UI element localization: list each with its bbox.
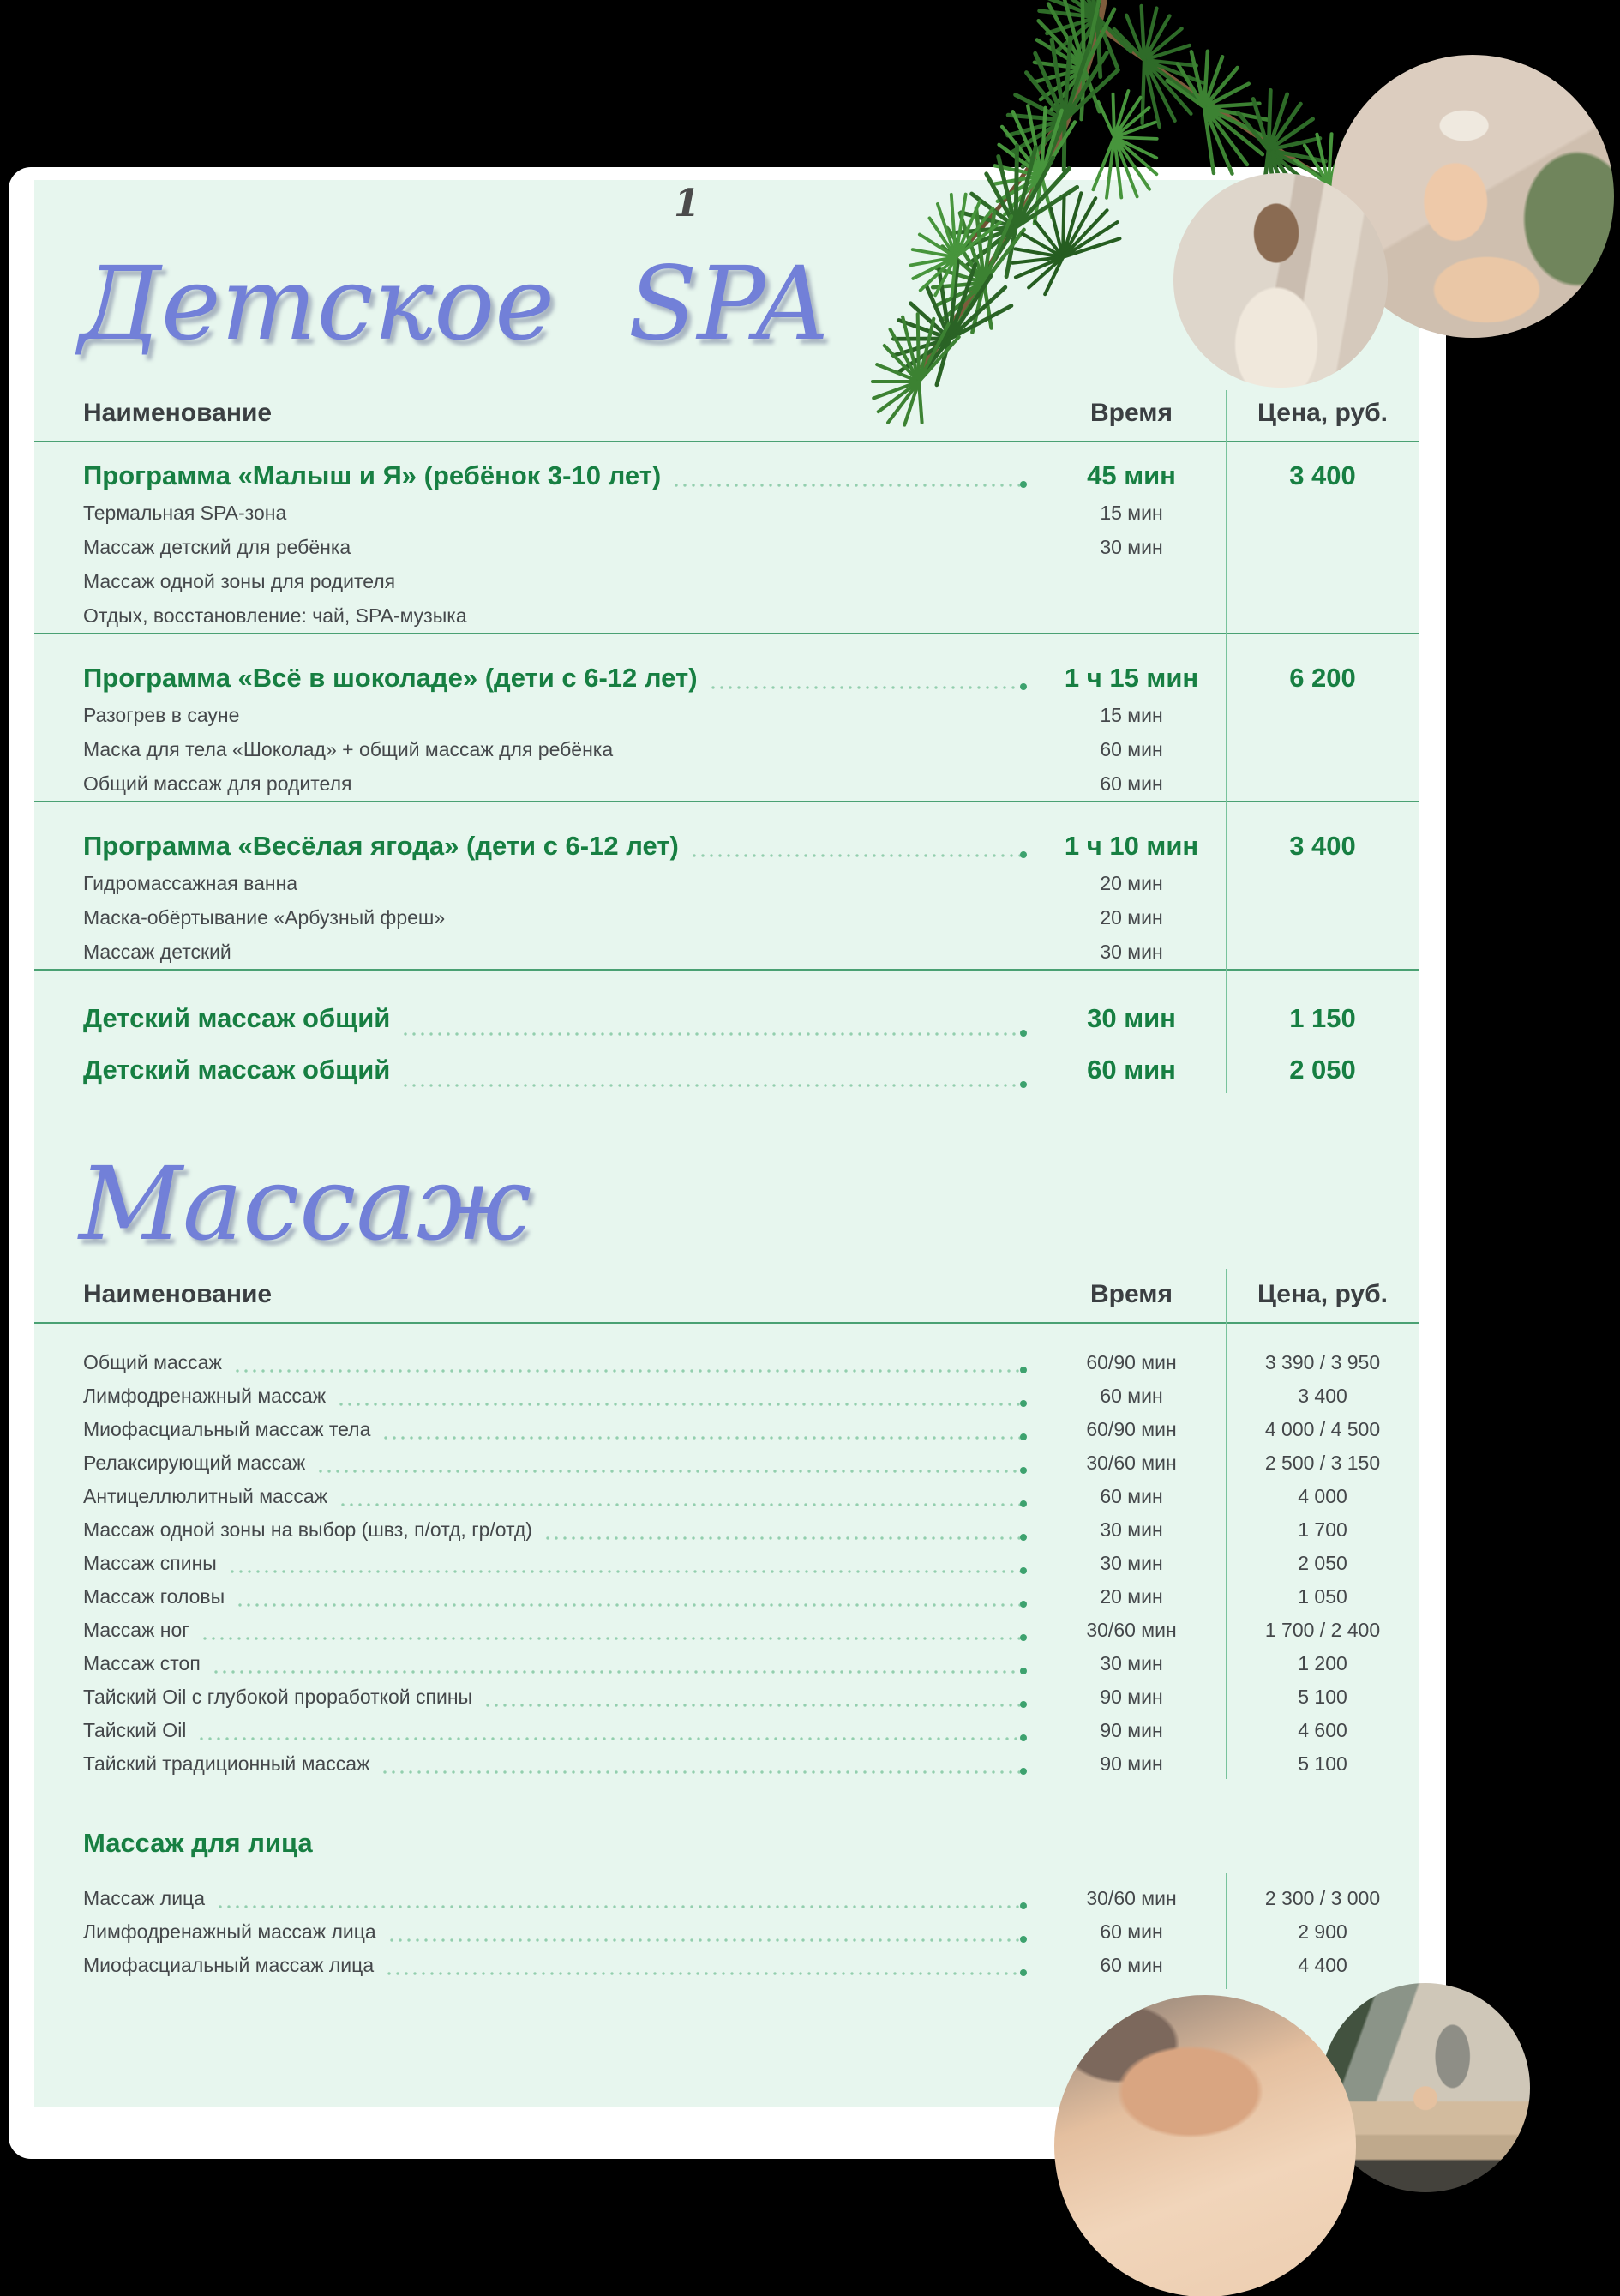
dotted-leader — [219, 1905, 1025, 1908]
dotted-leader — [203, 1637, 1025, 1640]
program-item-row — [34, 866, 1419, 900]
price-row — [34, 1513, 1419, 1547]
price-row — [34, 1580, 1419, 1614]
dotted-leader — [387, 1972, 1025, 1975]
column-header-time: Время — [1090, 1280, 1173, 1308]
item-name: Маска для тела «Шоколад» + общий массаж для ребёнка — [83, 738, 614, 760]
item-name: Термальная SPA-зона — [83, 502, 287, 524]
program-items — [34, 496, 1419, 633]
service-name: Лимфодренажный массаж — [83, 1385, 327, 1407]
featured-rows — [34, 981, 1419, 1096]
featured-price-row — [34, 993, 1419, 1044]
item-name: Отдых, восстановление: чай, SPA-музыка — [83, 604, 467, 627]
price-row — [34, 1647, 1419, 1680]
service-name: Массаж ног — [83, 1619, 189, 1641]
dotted-leader — [319, 1470, 1025, 1473]
price-row — [34, 1714, 1419, 1747]
service-name: Массаж одной зоны на выбор (швз, п/отд, гр/отд) — [83, 1518, 532, 1541]
item-time: 30 мин — [1100, 536, 1163, 558]
price-row — [34, 1882, 1419, 1915]
service-price: 1 700 / 2 400 — [1264, 1619, 1381, 1641]
dotted-leader — [339, 1403, 1025, 1406]
price-row — [34, 1680, 1419, 1714]
service-price: 3 390 / 3 950 — [1264, 1351, 1381, 1373]
dotted-leader — [384, 1436, 1025, 1440]
price-row — [34, 1413, 1419, 1446]
service-time: 60 мин — [1100, 1485, 1163, 1507]
item-name: Маска-обёртывание «Арбузный фреш» — [83, 906, 446, 929]
program-item-row — [34, 766, 1419, 801]
programs-list — [34, 442, 1419, 981]
program-item-row — [34, 530, 1419, 564]
service-name: Массаж спины — [83, 1552, 217, 1574]
service-time: 30/60 мин — [1086, 1887, 1177, 1909]
service-price: 5 100 — [1298, 1686, 1347, 1708]
dotted-leader — [486, 1704, 1025, 1707]
service-price: 4 600 — [1298, 1719, 1347, 1741]
dotted-leader — [238, 1603, 1025, 1607]
kids-spa-title: Детское SPA — [79, 244, 830, 363]
item-time: 60 мин — [1100, 738, 1163, 760]
item-time: 15 мин — [1100, 704, 1163, 726]
price-row — [34, 1949, 1419, 1982]
page-number: 1 — [674, 182, 700, 225]
item-name: Гидромассажная ванна — [83, 872, 298, 894]
program-item-row — [34, 732, 1419, 766]
program-price: 3 400 — [1289, 460, 1356, 490]
service-price: 5 100 — [1298, 1752, 1347, 1775]
dotted-leader — [236, 1369, 1025, 1373]
service-name: Детский массаж общий — [83, 1003, 391, 1033]
service-time: 30 мин — [1100, 1518, 1163, 1541]
service-time: 30/60 мин — [1086, 1619, 1177, 1641]
column-header-price: Цена, руб. — [1257, 1280, 1388, 1308]
column-divider-line — [1226, 1873, 1227, 1989]
service-name: Массаж головы — [83, 1585, 225, 1608]
program-items — [34, 866, 1419, 969]
dotted-leader — [404, 1084, 1025, 1087]
program-title: Программа «Всё в шоколаде» (дети с 6-12 лет) — [83, 663, 698, 693]
service-price: 3 400 — [1298, 1385, 1347, 1407]
program-divider-line — [34, 801, 1419, 802]
program-price: 3 400 — [1289, 831, 1356, 861]
column-header-name: Наименование — [83, 1280, 273, 1308]
service-time: 30 мин — [1100, 1552, 1163, 1574]
dotted-leader — [693, 854, 1025, 857]
service-name: Тайский традиционный массаж — [83, 1752, 370, 1775]
service-price: 1 150 — [1289, 1003, 1356, 1033]
service-time: 30/60 мин — [1086, 1452, 1177, 1474]
price-row — [34, 1547, 1419, 1580]
service-price: 2 500 / 3 150 — [1264, 1452, 1381, 1474]
price-row — [34, 1446, 1419, 1480]
service-time: 60/90 мин — [1086, 1351, 1177, 1373]
dotted-leader — [200, 1737, 1025, 1740]
service-time: 30 мин — [1100, 1652, 1163, 1674]
column-header-price: Цена, руб. — [1257, 399, 1388, 427]
service-name: Миофасциальный массаж лица — [83, 1954, 375, 1976]
dotted-leader — [383, 1770, 1025, 1774]
dotted-leader — [404, 1032, 1025, 1036]
price-row — [34, 1480, 1419, 1513]
item-time: 30 мин — [1100, 941, 1163, 963]
dotted-leader — [711, 686, 1025, 689]
program-items — [34, 698, 1419, 801]
program-title: Программа «Весёлая ягода» (дети с 6-12 лет) — [83, 831, 679, 861]
service-name: Массаж стоп — [83, 1652, 201, 1674]
service-price: 2 900 — [1298, 1920, 1347, 1943]
item-time: 60 мин — [1100, 772, 1163, 795]
hands-back-massage-photo — [1054, 1995, 1356, 2296]
price-row — [34, 1379, 1419, 1413]
program-item-row — [34, 564, 1419, 598]
service-price: 1 200 — [1298, 1652, 1347, 1674]
price-row — [34, 1346, 1419, 1379]
item-name: Массаж детский — [83, 941, 231, 963]
massage-rows — [34, 1324, 1419, 1781]
featured-price-row — [34, 1044, 1419, 1096]
column-header-name: Наименование — [83, 399, 273, 427]
service-name: Детский массаж общий — [83, 1055, 391, 1085]
service-time: 90 мин — [1100, 1719, 1163, 1741]
service-time: 60/90 мин — [1086, 1418, 1177, 1440]
price-row — [34, 1747, 1419, 1781]
program-divider-line — [34, 633, 1419, 634]
column-divider-line — [1226, 1269, 1227, 1779]
service-price: 1 700 — [1298, 1518, 1347, 1541]
program-time: 1 ч 10 мин — [1064, 831, 1199, 861]
service-time: 20 мин — [1100, 1585, 1163, 1608]
price-row — [34, 1915, 1419, 1949]
facial-subsection-title: Массаж для лица — [83, 1828, 313, 1858]
program-item-row — [34, 598, 1419, 633]
service-price: 1 050 — [1298, 1585, 1347, 1608]
program-item-row — [34, 698, 1419, 732]
dotted-leader — [390, 1938, 1025, 1942]
service-price: 2 300 / 3 000 — [1264, 1887, 1381, 1909]
dotted-leader — [214, 1670, 1025, 1674]
service-price: 2 050 — [1289, 1055, 1356, 1085]
service-time: 60 мин — [1087, 1055, 1176, 1085]
service-time: 60 мин — [1100, 1920, 1163, 1943]
price-row — [34, 1614, 1419, 1647]
program-time: 45 мин — [1087, 460, 1176, 490]
program-divider-line — [34, 969, 1419, 971]
program-block — [34, 813, 1419, 981]
service-price: 4 000 / 4 500 — [1264, 1418, 1381, 1440]
service-name: Миофасциальный массаж тела — [83, 1418, 371, 1440]
dotted-leader — [231, 1570, 1025, 1573]
program-price: 6 200 — [1289, 663, 1356, 693]
item-name: Разогрев в сауне — [83, 704, 240, 726]
item-time: 15 мин — [1100, 502, 1163, 524]
dotted-leader — [341, 1503, 1025, 1506]
service-name: Релаксирующий массаж — [83, 1452, 306, 1474]
facial-rows — [34, 1861, 1419, 1982]
program-time: 1 ч 15 мин — [1064, 663, 1199, 693]
table-header — [34, 1267, 1419, 1322]
service-name: Общий массаж — [83, 1351, 222, 1373]
item-time: 20 мин — [1100, 872, 1163, 894]
service-time: 30 мин — [1087, 1003, 1176, 1033]
girl-with-plush-toy-photo — [1173, 173, 1388, 388]
program-item-row — [34, 935, 1419, 969]
massage-table — [34, 1267, 1419, 1982]
service-name: Тайский Oil — [83, 1719, 187, 1741]
service-price: 4 400 — [1298, 1954, 1347, 1976]
program-item-row — [34, 900, 1419, 935]
service-time: 60 мин — [1100, 1954, 1163, 1976]
program-title-row — [34, 826, 1419, 866]
service-name: Тайский Oil с глубокой проработкой спины — [83, 1686, 473, 1708]
service-price: 4 000 — [1298, 1485, 1347, 1507]
massage-title: Массаж — [79, 1145, 531, 1263]
service-name: Массаж лица — [83, 1887, 206, 1909]
service-name: Антицеллюлитный массаж — [83, 1485, 328, 1507]
program-title-row — [34, 658, 1419, 698]
item-name: Массаж одной зоны для родителя — [83, 570, 396, 592]
service-name: Лимфодренажный массаж лица — [83, 1920, 376, 1943]
item-name: Массаж детский для ребёнка — [83, 536, 351, 558]
dotted-leader — [546, 1536, 1025, 1540]
program-title: Программа «Малыш и Я» (ребёнок 3-10 лет) — [83, 460, 662, 490]
item-name: Общий массаж для родителя — [83, 772, 352, 795]
program-item-row — [34, 496, 1419, 530]
service-price: 2 050 — [1298, 1552, 1347, 1574]
service-time: 90 мин — [1100, 1752, 1163, 1775]
item-time: 20 мин — [1100, 906, 1163, 929]
service-time: 60 мин — [1100, 1385, 1163, 1407]
column-header-time: Время — [1090, 399, 1173, 427]
program-block — [34, 645, 1419, 813]
service-time: 90 мин — [1100, 1686, 1163, 1708]
